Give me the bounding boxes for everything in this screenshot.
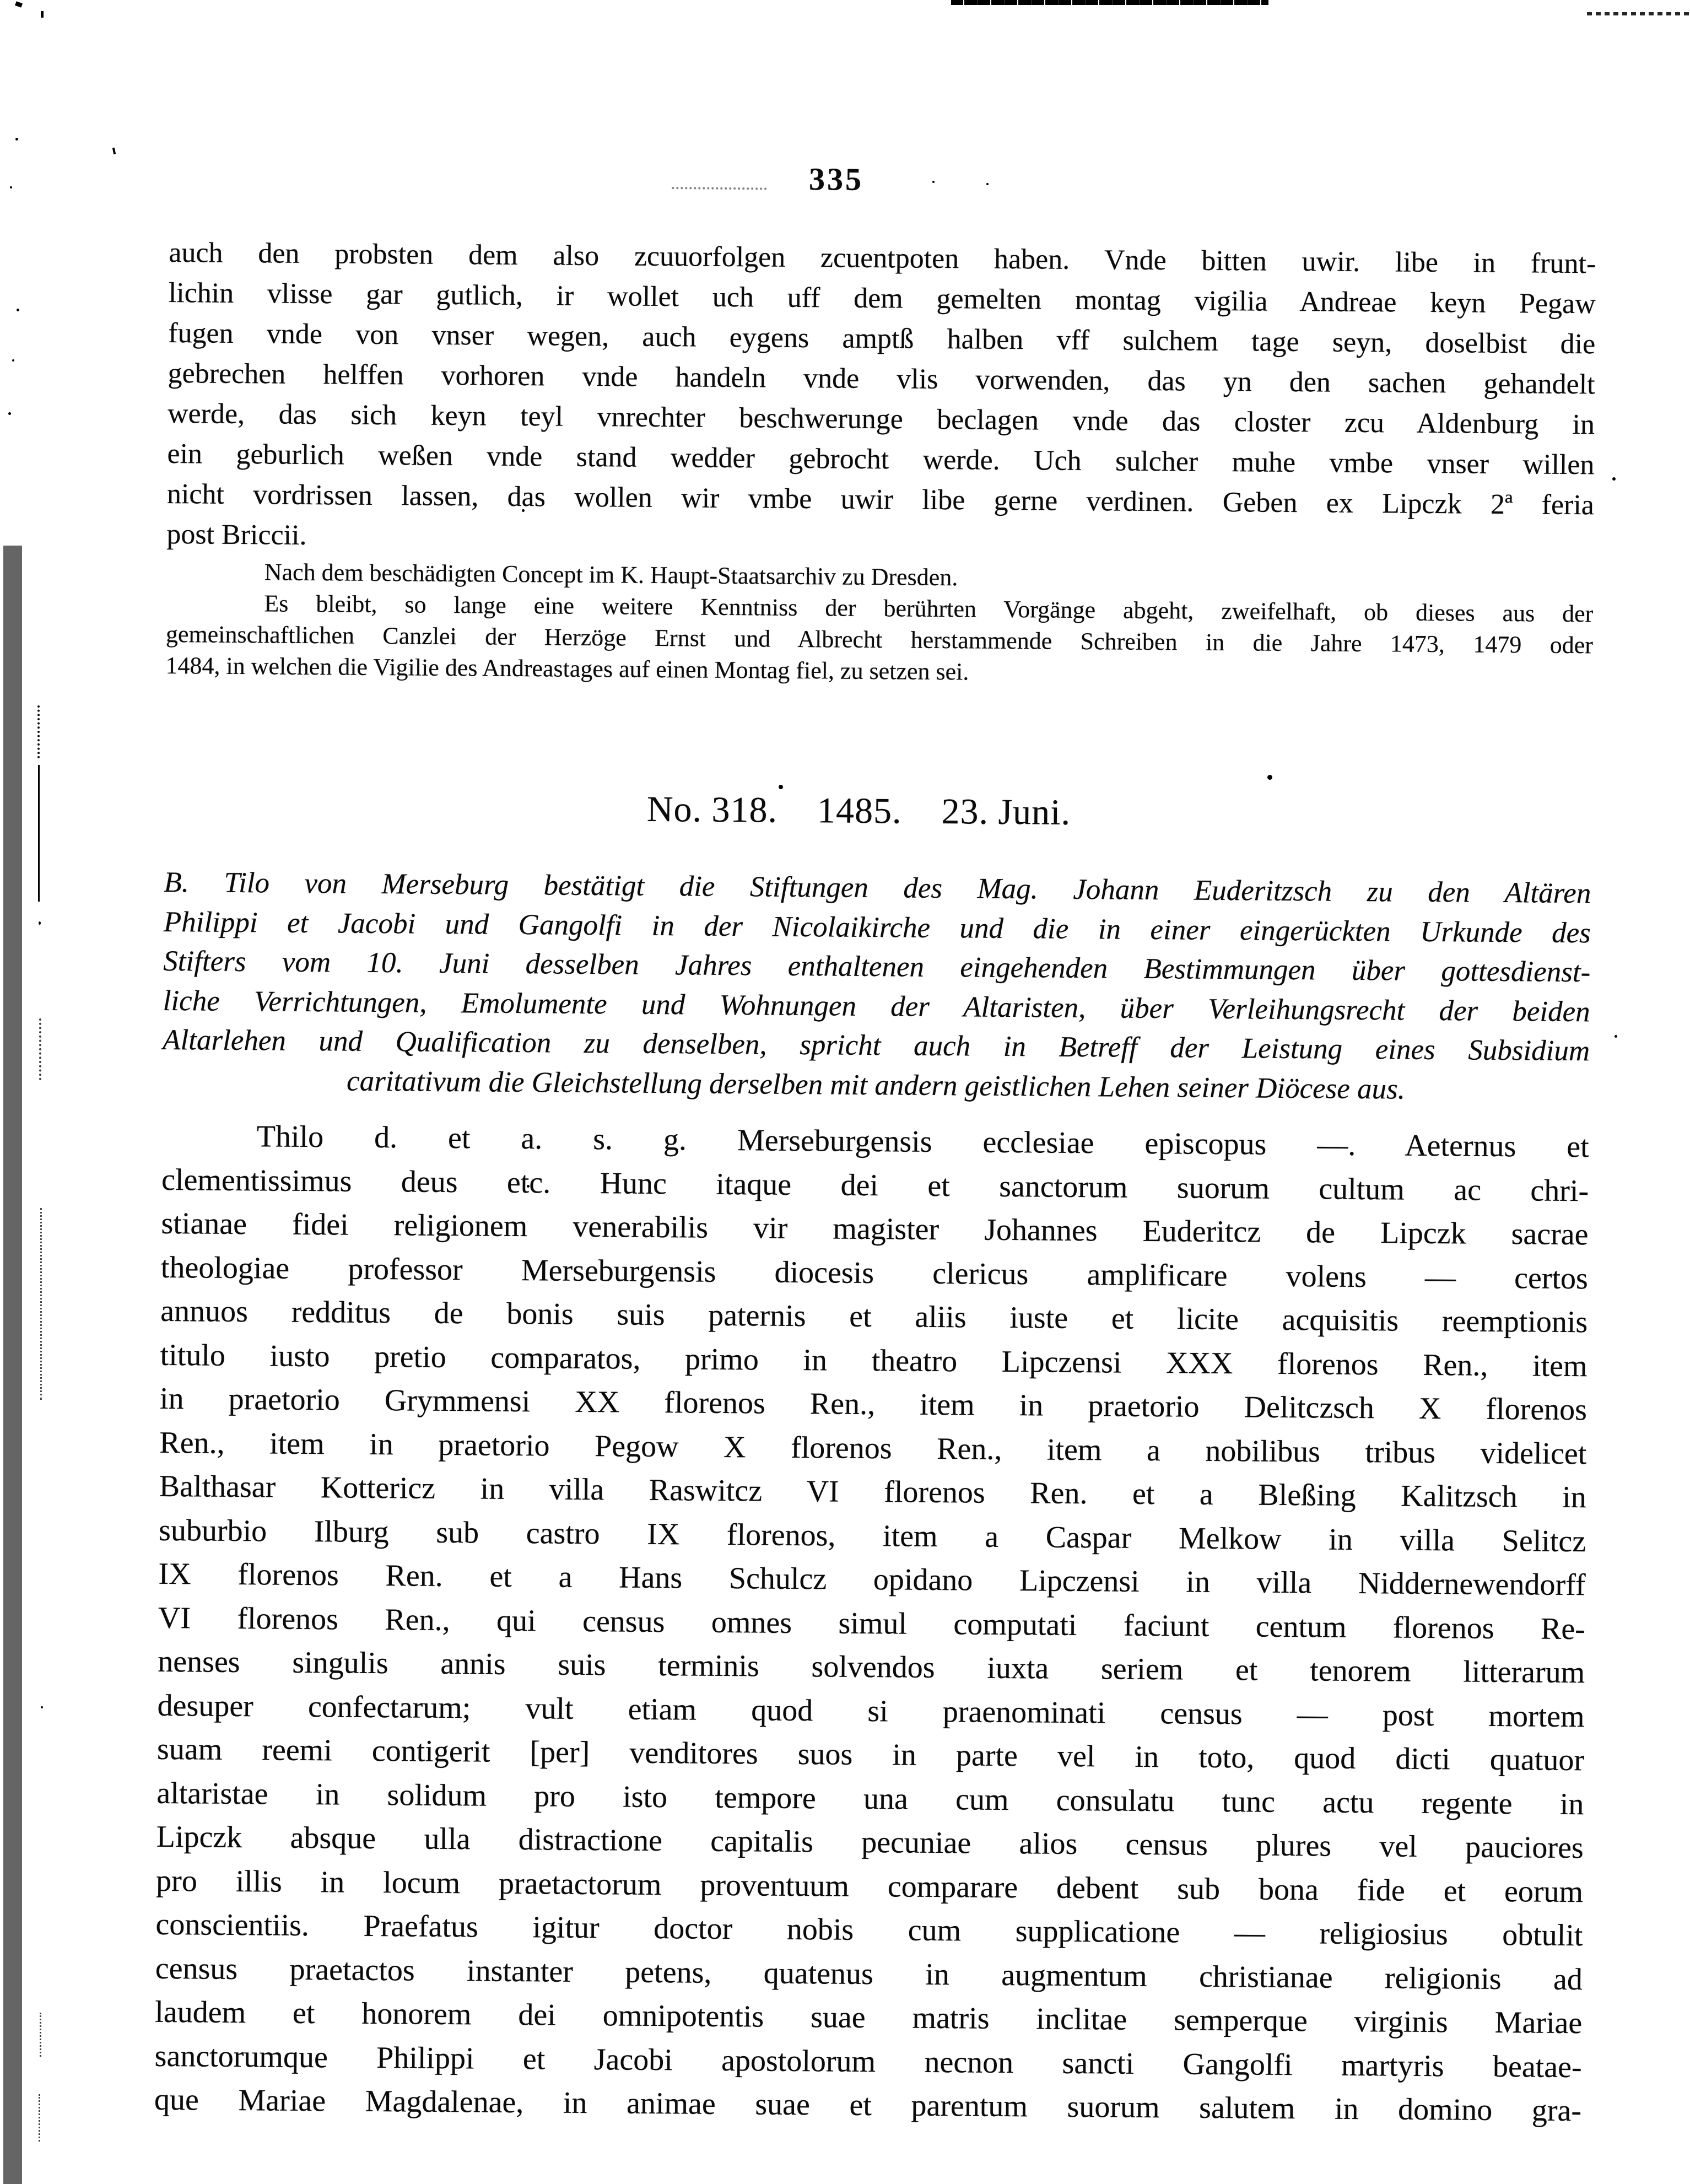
text-line: stianae fidei religionem venerabilis vir magister Johannes Euderitcz de Lipczk sacrae bbox=[161, 1206, 1589, 1252]
scan-artifact bbox=[37, 705, 40, 758]
scan-artifact bbox=[40, 1208, 42, 1400]
text-line: auch den probsten dem also zcuuorfolgen zcuentpoten haben. Vnde bitten uwir. libe in frunt- bbox=[169, 236, 1596, 280]
text-line: Nach dem beschädigten Concept im K. Haupt-Staatsarchiv zu Dresden. bbox=[264, 558, 958, 591]
scan-artifact bbox=[15, 1, 23, 8]
text-line: ein geburlich weßen vnde stand wedder gebrocht werde. Uch sulcher muhe vmbe vnser willen bbox=[167, 438, 1595, 481]
scan-artifact bbox=[17, 309, 19, 311]
text-line: nenses singulis annis suis terminis solvendos iuxta seriem et tenorem litterarum bbox=[158, 1644, 1585, 1690]
text-line: clementissimus deus etc. Hunc itaque dei et sanctorum suorum cultum ac chri- bbox=[161, 1162, 1589, 1208]
scan-artifact bbox=[10, 186, 12, 188]
letter-body-continuation bbox=[166, 233, 1596, 565]
text-line: werde, das sich keyn teyl vnrechter beschwerunge beclagen vnde das closter zcu Aldenburg in bbox=[167, 397, 1595, 441]
scan-artifact-top-right-smear bbox=[1587, 12, 1690, 15]
editorial-notes bbox=[165, 556, 1594, 692]
scan-artifact bbox=[39, 921, 41, 925]
scan-artifact bbox=[40, 2013, 41, 2057]
text-line: census praetactos instanter petens, quatenus in augmentum christianae religionis ad bbox=[155, 1951, 1583, 1997]
scan-artifact bbox=[1612, 477, 1616, 481]
scan-artifact-top-smear bbox=[951, 0, 1268, 5]
text-line: Philippi et Jacobi und Gangolfi in der Nicolaikirche und die in einer eingerückten Urkunde des bbox=[163, 905, 1591, 949]
text-line: Thilo d. et a. s. g. Merseburgensis ecclesiae episcopus —. Aeternus et bbox=[256, 1119, 1589, 1164]
text-line: suburbio Ilburg sub castro IX florenos, item a Caspar Melkow in villa Selitcz bbox=[158, 1513, 1586, 1559]
scan-artifact bbox=[39, 1018, 41, 1080]
text-line: caritativum die Gleichstellung derselben mit andern geistlichen Lehen seiner Diöcese aus. bbox=[346, 1065, 1406, 1106]
charter-number: No. 318. bbox=[646, 789, 778, 831]
text-line: Ren., item in praetorio Pegow X florenos Ren., item a nobilibus tribus videlicet bbox=[159, 1425, 1587, 1471]
text-line: gemeinschaftlichen Canzlei der Herzöge Ernst und Albrecht herstammende Schreiben in die Jahre 1473, 1479 oder bbox=[165, 620, 1594, 659]
scan-artifact bbox=[39, 2094, 40, 2142]
scan-artifact bbox=[15, 138, 18, 141]
text-line: desuper confectarum; vult etiam quod si praenominati census — post mortem bbox=[157, 1688, 1585, 1734]
text-line: altaristae in solidum pro isto tempore una cum consulatu tunc actu regente in bbox=[156, 1776, 1584, 1821]
text-line: lichin vlisse gar gutlich, ir wollet uch uff dem gemelten montag vigilia Andreae keyn Pegaw bbox=[168, 277, 1596, 320]
text-line: nicht vordrissen lassen, das wollen wir vmbe uwir libe gerne verdinen. Geben ex Lipczk 2ª feria bbox=[166, 478, 1595, 521]
text-line: Lipczk absque ulla distractione capitalis pecuniae alios census plures vel pauciores bbox=[156, 1819, 1584, 1865]
scan-artifact bbox=[41, 11, 44, 18]
text-line: Altarlehen und Qualification zu denselben, spricht auch in Betreff der Leistung eines Subsidium bbox=[162, 1023, 1590, 1067]
text-line: Es bleibt, so lange eine weitere Kenntniss der berührten Vorgänge abgeht, zweifelhaft, ob dieses aus der bbox=[264, 590, 1594, 628]
text-line: laudem et honorem dei omnipotentis suae matris inclitae semperque virginis Mariae bbox=[155, 1994, 1583, 2041]
charter-heading bbox=[164, 785, 1553, 838]
text-line: pro illis in locum praetactorum proventuum comparare debent sub bona fide et eorum bbox=[155, 1863, 1584, 1909]
scan-artifact bbox=[8, 412, 11, 415]
scan-artifact bbox=[41, 1706, 43, 1708]
text-line: suam reemi contigerit [per] venditores suos in parte vel in toto, quod dicti quatuor bbox=[156, 1732, 1585, 1778]
text-line: IX florenos Ren. et a Hans Schulcz opidano Lipczensi in villa Niddernewendorff bbox=[158, 1556, 1586, 1603]
page-content bbox=[154, 0, 1598, 2184]
text-line: titulo iusto pretio comparatos, primo in theatro Lipczensi XXX florenos Ren., item bbox=[160, 1338, 1588, 1383]
text-line: B. Tilo von Merseburg bestätigt die Stiftungen des Mag. Johann Euderitzsch zu den Altären bbox=[164, 866, 1591, 910]
scan-artifact-left-speckle-band bbox=[3, 546, 22, 2184]
text-line: in praetorio Grymmensi XX florenos Ren., item in praetorio Delitczsch X florenos bbox=[159, 1381, 1588, 1427]
charter-year: 1485. bbox=[817, 790, 902, 832]
text-line: post Briccii. bbox=[166, 518, 307, 551]
page-number: 335 bbox=[808, 161, 864, 197]
text-line: que Mariae Magdalenae, in animae suae et parentum suorum salutem in domino gra- bbox=[154, 2082, 1582, 2128]
regest-summary bbox=[162, 863, 1591, 1110]
scan-artifact bbox=[38, 765, 40, 902]
scan-artifact bbox=[12, 359, 14, 362]
text-line: theologiae professor Merseburgensis diocesis clericus amplificare volens — certos bbox=[160, 1250, 1589, 1296]
dating-note bbox=[165, 587, 1593, 692]
text-line: gebrechen helffen vorhoren vnde handeln vnde vlis vorwenden, das yn den sachen gehandelt bbox=[168, 357, 1595, 401]
scan-artifact bbox=[1615, 1035, 1617, 1038]
scan-artifact bbox=[112, 148, 116, 155]
text-line: Stifters vom 10. Juni desselben Jahres enthaltenen eingehenden Bestimmungen über gottesdienst- bbox=[163, 945, 1591, 989]
text-line: liche Verrichtungen, Emolumente und Wohnungen der Altaristen, über Verleihungsrecht der beiden bbox=[163, 984, 1590, 1028]
charter-date: 23. Juni. bbox=[941, 791, 1071, 833]
text-line: VI florenos Ren., qui census omnes simul computati faciunt centum florenos Re- bbox=[158, 1600, 1586, 1646]
text-line: sanctorumque Philippi et Jacobi apostolorum necnon sancti Gangolfi martyris beatae- bbox=[154, 2039, 1582, 2084]
text-line: Balthasar Kottericz in villa Raswitcz VI florenos Ren. et a Bleßing Kalitzsch in bbox=[159, 1469, 1586, 1515]
text-line: annuos redditus de bonis suis paternis et aliis iuste et licite acquisitis reemptionis bbox=[160, 1293, 1588, 1340]
charter-latin-text bbox=[154, 1114, 1589, 2133]
text-line: conscientiis. Praefatus igitur doctor nobis cum supplicatione — religiosius obtulit bbox=[155, 1907, 1583, 1953]
text-line: 1484, in welchen die Vigilie des Andreastages auf einen Montag fiel, zu setzen sei. bbox=[165, 651, 969, 686]
text-line: fugen vnde von vnser wegen, auch eygens amptß halben vff sulchem tage seyn, doselbist die bbox=[168, 317, 1596, 360]
